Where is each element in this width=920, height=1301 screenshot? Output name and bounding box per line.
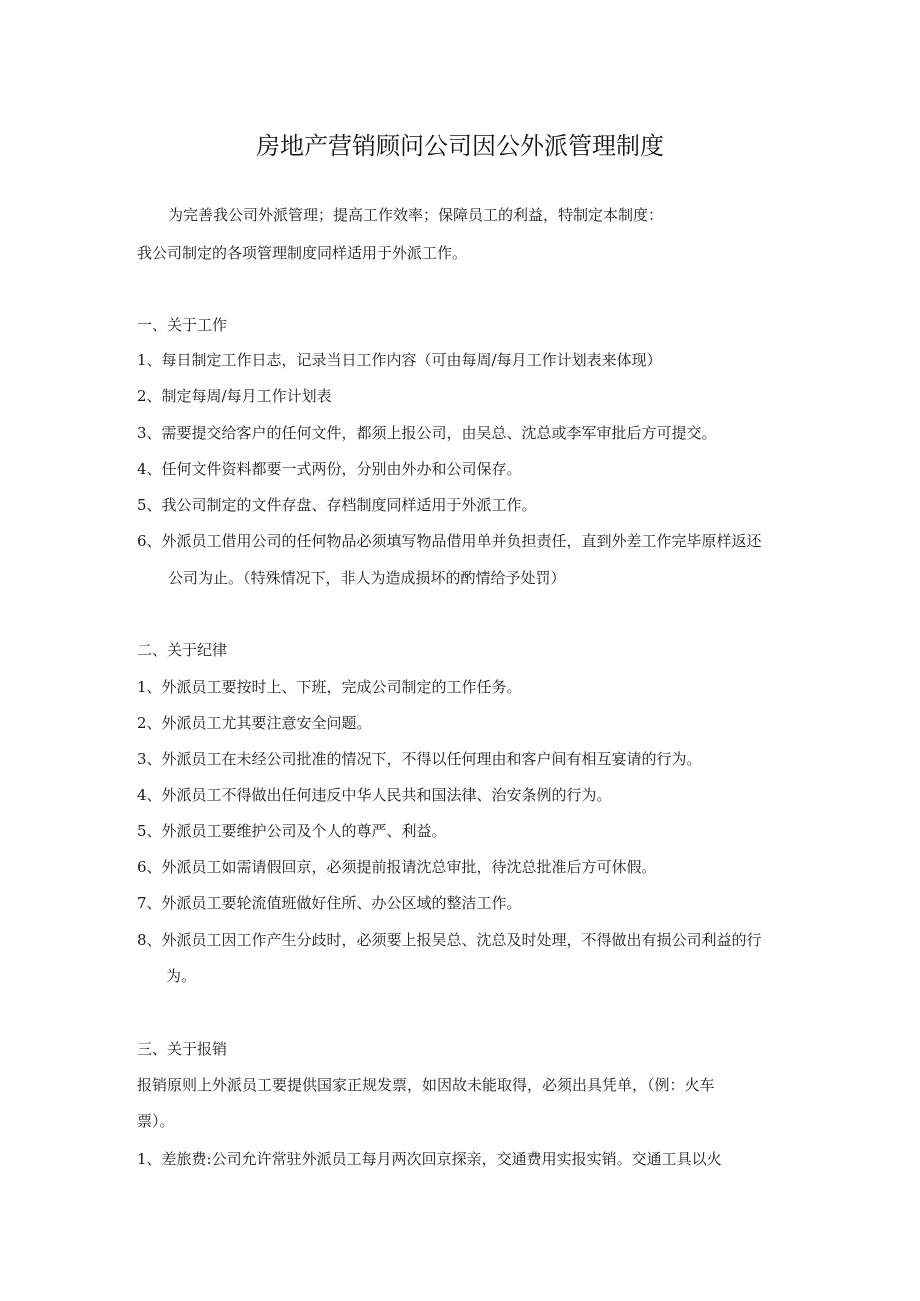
list-item: 1、差旅费:公司允许常驻外派员工每月两次回京探亲，交通费用实报实销。交通工具以火 [137,1150,722,1168]
list-item: 1、每日制定工作日志，记录当日工作内容（可由每周/每月工作计划表来体现） [137,351,662,369]
list-item: 5、我公司制定的文件存盘、存档制度同样适用于外派工作。 [137,496,537,514]
list-item: 7、外派员工要轮流值班做好住所、办公区域的整洁工作。 [137,894,522,912]
list-item-continuation: 为。 [166,967,197,985]
document-title: 房地产营销顾问公司因公外派管理制度 [256,132,664,160]
section-heading-work: 一、关于工作 [137,316,228,334]
section-heading-discipline: 二、关于纪律 [137,641,228,659]
list-item: 5、外派员工要维护公司及个人的尊严、利益。 [137,822,447,840]
list-item: 2、制定每周/每月工作计划表 [137,387,332,405]
list-item: 6、外派员工借用公司的任何物品必须填写物品借用单并负担责任，直到外差工作完毕原样返还 [137,532,762,550]
intro-line: 我公司制定的各项管理制度同样适用于外派工作。 [137,244,468,262]
list-item: 6、外派员工如需请假回京，必须提前报请沈总审批，待沈总批准后方可休假。 [137,858,657,876]
list-item: 4、任何文件资料都要一式两份，分别由外办和公司保存。 [137,460,522,478]
intro-line: 为完善我公司外派管理；提高工作效率；保障员工的利益，特制定本制度： [168,206,664,224]
list-item: 2、外派员工尤其要注意安全问题。 [137,714,372,732]
paragraph-line: 报销原则上外派员工要提供国家正规发票，如因故未能取得，必须出具凭单，（例：火车 [137,1076,715,1094]
list-item: 8、外派员工因工作产生分歧时，必须要上报吴总、沈总及时处理，不得做出有损公司利益的行 [137,931,762,949]
list-item: 4、外派员工不得做出任何违反中华人民共和国法律、治安条例的行为。 [137,786,612,804]
section-heading-reimbursement: 三、关于报销 [137,1040,228,1058]
list-item: 3、外派员工在未经公司批准的情况下，不得以任何理由和客户间有相互宴请的行为。 [137,750,702,768]
list-item: 1、外派员工要按时上、下班，完成公司制定的工作任务。 [137,678,522,696]
list-item: 3、需要提交给客户的任何文件，都须上报公司，由吴总、沈总或李军审批后方可提交。 [137,424,717,442]
paragraph-line: 票）。 [137,1112,175,1130]
list-item-continuation: 公司为止。（特殊情况下，非人为造成损坏的酌情给予处罚） [168,569,566,587]
